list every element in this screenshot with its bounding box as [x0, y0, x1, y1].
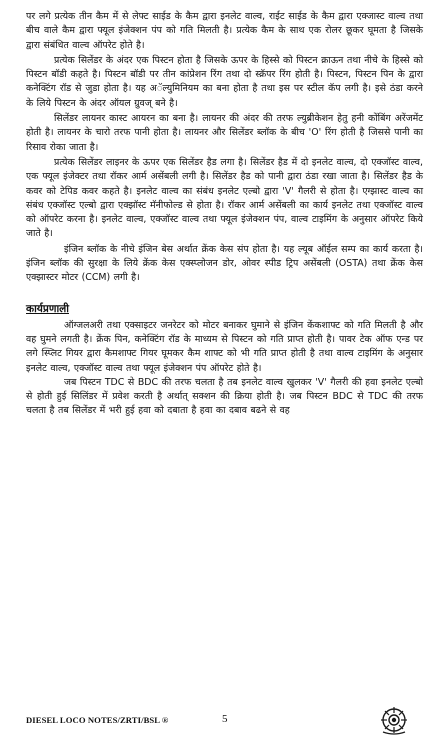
paragraph-working-start: ऑग्जलअरी तथा एक्साइटर जनरेटर को मोटर बनाकर घुमाने से इंजिन केंकशाफ्ट को गति मिलती है और वह घुमने लगती है। क्रेंक पिन, कनेक्टिंग रॉड के माध्यम से पिस्टन को गति प्राप्त होती है। पावर टेक ऑफ एन्ड पर लगे स्प्लिट गियर द्वारा कैमशाफ्ट गियर घूमकर कैम शाफ्ट को भी गति प्राप्त होती है तथा वाल्व टाइमिंग के अनुसार इनलेट वाल्व, एक्जॉस्ट वाल्व तथा फ्यूल इंजेक्शन पंप ऑपरेट होते है।: [26, 319, 423, 374]
section-heading: कार्यप्रणाली: [26, 302, 69, 315]
page-footer: [26, 711, 423, 733]
paragraph-cylinder-head: प्रत्येक सिलेंडर लाइनर के ऊपर एक सिलेंडर हैड लगा है। सिलेंडर हैड में दो इनलेट वाल्व, दो एक्जॉस्ट वाल्व, एक फ्यूल इंजेक्टर तथा रॉकर आर्म असेंबली लगी है। सिलेंडर हैड को पानी द्वारा ठंडा रखा जाता है। सिलेंडर हैड के कवर को टेपिड कवर कहते है। इनलेट वाल्व का संबंध इनलेट एल्बो द्वारा 'V' गैलरी से होता है। एग्झास्ट वाल्व का संबंध एक्जॉस्ट एल्बो द्वारा एक्झॉस्ट मॅनीफोल्ड से होता है। रॉकर आर्म असेंबली का कार्य इनलेट तथा एक्जॉस्ट वाल्व को ऑपरेट करना है। इनलेट वाल्व, एक्जॉस्ट वाल्व तथा फ्यूल इंजेक्शन पंप, वाल्व टाइमिंग के अनुसार ऑपरेट किये जाते है।: [26, 156, 423, 240]
paragraph-cylinder-liner: सिलेंडर लायनर कास्ट आयरन का बना है। लायनर की अंदर की तरफ ल्युब्रीकेशन हेतु हनी कोंबिंग अरेंजमेंट होती है। लायनर के चारो तरफ पानी होता है। लायनर और सिलेंडर ब्लॉक के बीच 'O' रिंग होती है जिससे पानी का रिसाव रोका जाता है।: [26, 113, 423, 153]
page-number: 5: [222, 713, 228, 725]
paragraph-engine-base: इंजिन ब्लॉक के नीचे इंजिन बेस अर्थात क्रेंक केस संप होता है। यह ल्यूब ऑईल सम्प का कार्य करता है। इंजिन ब्लॉक की सुरक्षा के लिये क्रेंक केस एक्स्प्लोजन डोर, ओवर स्पीड ट्रिप असेंबली (OSTA) तथा क्रेंक केस एक्झास्टर मोटर (CCM) लगी है।: [26, 243, 423, 284]
paragraph-cam-operation: पर लगे प्रत्येक तीन कैम में से लेफ्ट साईड के कैम द्वारा इनलेट वाल्व, राईट साईड के कैम द्वारा एक्जास्ट वाल्व तथा बीच वाले कैम द्वारा फ्यूल इंजेक्शन पंप को गति मिलती है। प्रत्येक कैम के साथ एक रोलर छूकर घूमता है जिसके द्वारा संबंधित वाल्व ऑपरेट होते है।: [26, 11, 423, 51]
footer-text: DIESEL LOCO NOTES/ZRTI/BSL ®: [26, 715, 169, 725]
document-page: [26, 10, 423, 419]
paragraph-working-stroke: जब पिस्टन TDC से BDC की तरफ चलता है तब इनलेट वाल्व खुलकर 'V' गैलरी की हवा इनलेट एल्बो से होती हुई सिलिंडर में प्रवेश करती है अर्थात् सक्शन की क्रिया होती है। जब पिस्टन BDC से TDC की तरफ चलता है तब सिलेंडर में भरी हुई हवा को दबाता है हवा का दबाव बढने से वह: [26, 376, 423, 417]
paragraph-piston: प्रत्येक सिलेंडर के अंदर एक पिस्टन होता है जिसके ऊपर के हिस्से को पिस्टन क्राऊन तथा नीचे के हिस्से को पिस्टन बॉडी कहते है। पिस्टन बॉडी पर तीन कांप्रेशन रिंग तथा दो स्क्रॅपर रिंग होती है। पिस्टन, पिस्टन पिन के द्वारा कनेक्टिंग रॉड से जुडा होता है। यह अॅल्युमिनियम का बना होता है तथा इस पर स्टील कॅप लगी है। इसे ठंडा करने के लिये पिस्टन के अंदर ऑयल ग्रुवज् बने है।: [26, 54, 423, 109]
railway-emblem-icon: [377, 705, 411, 735]
